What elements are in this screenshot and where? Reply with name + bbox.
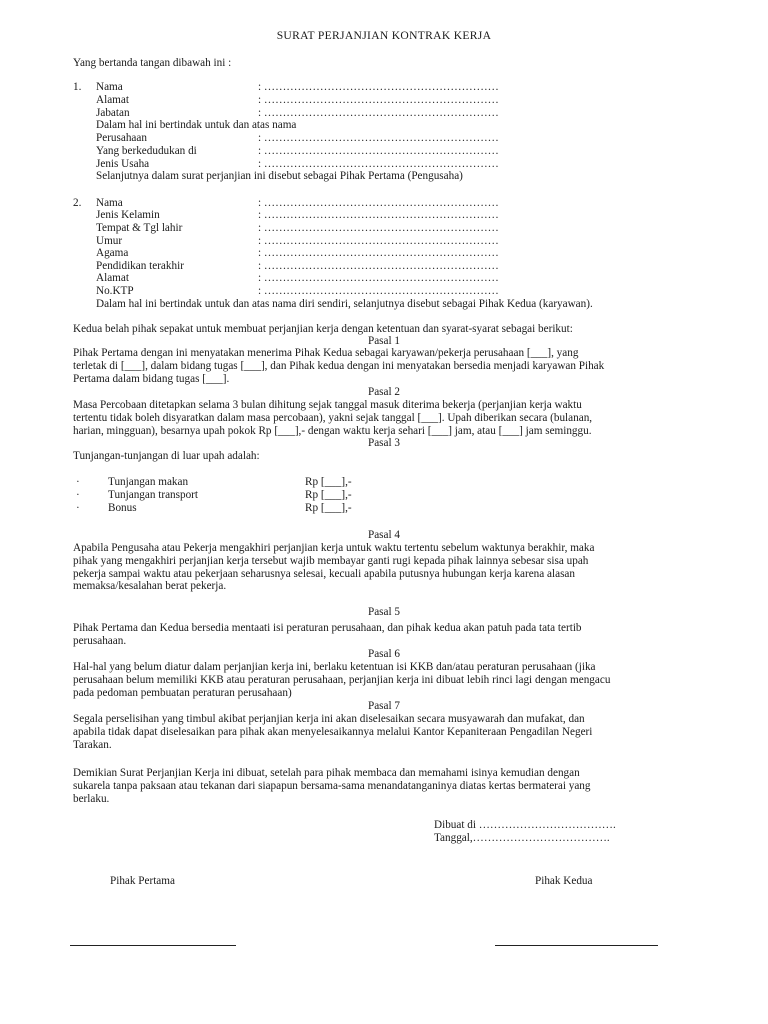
allowance-value: Rp [___],- [305, 489, 352, 501]
date-of-signing: Tanggal,………………………………. [434, 832, 610, 844]
pasal2-body [73, 399, 698, 437]
pasal4-line: pekerja sampai waktu atau pekerjaan seharusnya selesai, kecuali apabila putusnya hubungan kerja karena alasan [73, 567, 575, 580]
allowance-value: Rp [___],- [305, 502, 352, 514]
pasal5-line: perusahaan. [73, 634, 127, 647]
pasal7-line: apabila tidak dapat diselesaikan para pihak akan menyelesaikannya melalui Kantor Kepaniteraan Pengadilan Negeri [73, 725, 593, 738]
closing-statement [73, 767, 698, 805]
party2-field-value: : ……………………………………………………… [258, 272, 499, 284]
pasal6-line: Hal-hal yang belum diatur dalam perjanjian kerja ini, berlaku ketentuan isi KKB dan/atau peraturan perusahaan (jika [73, 661, 596, 673]
closing-line: sukarela tanpa paksaan atau tekanan dari siapapun bersama-sama menandatanganinya diatas kertas bermaterai yang [73, 779, 591, 792]
pasal6-title: Pasal 6 [367, 648, 400, 660]
party1-field-label: Alamat [96, 94, 129, 106]
pasal3-intro [73, 450, 698, 463]
pasal1-body [73, 347, 698, 385]
pasal1-line: Pertama dalam bidang tugas [___]. [73, 372, 230, 385]
closing-line: Demikian Surat Perjanjian Kerja ini dibuat, setelah para pihak membaca dan memahami isinya kemudian dengan [73, 767, 580, 779]
pasal6-line: perusahaan belum memiliki KKB atau peraturan perusahaan, perjanjian kerja ini dibuat lebih rinci lagi dengan mengacu [73, 673, 611, 686]
agreement-statement [73, 323, 698, 336]
party1-field-value: : ……………………………………………………… [258, 94, 499, 106]
pasal4-body [73, 542, 698, 593]
pasal2-line: harian, mingguan), besarnya upah pokok Rp [___],- dengan waktu kerja sehari [___] jam, atau [___] jam seminggu. [73, 424, 592, 437]
party2-field-value: : ……………………………………………………… [258, 209, 499, 221]
pasal5-title: Pasal 5 [367, 606, 400, 618]
party1-field-value: : ……………………………………………………… [258, 107, 499, 119]
party2-signature-label: Pihak Kedua [535, 875, 593, 887]
pasal2-line: tertentu tidak boleh disyaratkan dalam masa percobaan), yakni sejak tanggal [___]. Upah diberikan secara (bulanan, [73, 411, 593, 424]
pasal6-body [73, 661, 698, 699]
pasal1-title: Pasal 1 [367, 335, 400, 347]
party1-field-label: Nama [96, 81, 123, 93]
intro-text: Yang bertanda tangan dibawah ini : [73, 57, 232, 69]
closing-line: berlaku. [73, 792, 110, 805]
party1-field-label: Yang berkedudukan di [96, 145, 197, 157]
party1-field-label: Jenis Usaha [96, 158, 150, 170]
pasal2-line: Masa Percobaan ditetapkan selama 3 bulan dihitung sejak tanggal masuk diterima bekerja (perjanjian kerja waktu [73, 399, 582, 411]
party2-field-label: Agama [96, 247, 129, 259]
pasal6-line: pada pedoman pembuatan peraturan perusahaan) [73, 686, 292, 699]
party1-field-label: Perusahaan [96, 132, 147, 144]
party1-closing: Selanjutnya dalam surat perjanjian ini disebut sebagai Pihak Pertama (Pengusaha) [96, 170, 463, 182]
pasal7-body [73, 713, 698, 751]
party1-field-value: : ……………………………………………………… [258, 158, 499, 170]
allowance-label: Bonus [108, 502, 137, 514]
bullet-icon: · [76, 476, 80, 488]
pasal4-line: Apabila Pengusaha atau Pekerja mengakhiri perjanjian kerja untuk waktu tertentu sebelum waktunya berakhir, maka [73, 542, 595, 554]
party1-signature-line [70, 945, 236, 946]
pasal5-line: Pihak Pertama dan Kedua bersedia mentaati isi peraturan perusahaan, dan pihak kedua akan patuh pada tata tertib [73, 622, 582, 634]
agreement-text: Kedua belah pihak sepakat untuk membuat perjanjian kerja dengan ketentuan dan syarat-syarat sebagai berikut: [73, 323, 573, 335]
party2-closing: Dalam hal ini bertindak untuk dan atas nama diri sendiri, selanjutnya disebut sebagai Pihak Kedua (karyawan). [96, 298, 593, 310]
party2-field-label: Pendidikan terakhir [96, 260, 184, 272]
party2-field-value: : ……………………………………………………… [258, 285, 499, 297]
party2-field-label: Alamat [96, 272, 129, 284]
party2-number: 2. [73, 197, 82, 209]
party1-field-value: : ……………………………………………………… [258, 145, 499, 157]
party1-field-value: : ……………………………………………………… [258, 81, 499, 93]
party2-field-value: : ……………………………………………………… [258, 222, 499, 234]
party2-field-label: Nama [96, 197, 123, 209]
party2-field-label: Tempat & Tgl lahir [96, 222, 183, 234]
pasal4-line: pihak yang mengakhiri perjanjian kerja tersebut wajib membayar ganti rugi kepada pihak lainnya sebesar sisa upah [73, 554, 589, 567]
pasal7-line: Segala perselisihan yang timbul akibat perjanjian kerja ini akan diselesaikan secara musyawarah dan mufakat, dan [73, 713, 585, 725]
party1-number: 1. [73, 81, 82, 93]
party2-field-value: : ……………………………………………………… [258, 197, 499, 209]
document-title: SURAT PERJANJIAN KONTRAK KERJA [276, 29, 492, 42]
allowance-label: Tunjangan makan [108, 476, 189, 488]
bullet-icon: · [76, 502, 80, 514]
party2-field-label: Umur [96, 235, 123, 247]
party2-field-label: No.KTP [96, 285, 134, 297]
party2-field-value: : ……………………………………………………… [258, 247, 499, 259]
party2-field-value: : ……………………………………………………… [258, 260, 499, 272]
pasal1-line: Pihak Pertama dengan ini menyatakan menerima Pihak Kedua sebagai karyawan/pekerja perusahaan [___], yang [73, 347, 579, 359]
pasal7-title: Pasal 7 [367, 700, 400, 712]
pasal4-title: Pasal 4 [367, 529, 400, 541]
pasal7-line: Tarakan. [73, 738, 112, 751]
pasal3-title: Pasal 3 [367, 437, 400, 449]
pasal1-line: terletak di [___], dalam bidang tugas [___], dan Pihak kedua dengan ini menyatakan bersedia menjadi karyawan Pihak [73, 359, 605, 372]
party1-signature-label: Pihak Pertama [110, 875, 175, 887]
pasal3-intro-text: Tunjangan-tunjangan di luar upah adalah: [73, 450, 260, 462]
party2-signature-line [495, 945, 658, 946]
allowance-value: Rp [___],- [305, 476, 352, 488]
allowance-label: Tunjangan transport [108, 489, 199, 501]
party1-act-line: Dalam hal ini bertindak untuk dan atas nama [96, 119, 297, 131]
party2-field-label: Jenis Kelamin [96, 209, 160, 221]
party2-field-value: : ……………………………………………………… [258, 235, 499, 247]
bullet-icon: · [76, 489, 80, 501]
pasal4-line: memaksa/kesalahan berat pekerja. [73, 580, 227, 593]
party1-field-label: Jabatan [96, 107, 130, 119]
pasal5-body [73, 622, 698, 648]
pasal2-title: Pasal 2 [367, 386, 400, 398]
place-of-signing: Dibuat di ………………………………. [434, 819, 616, 831]
party1-field-value: : ……………………………………………………… [258, 132, 499, 144]
